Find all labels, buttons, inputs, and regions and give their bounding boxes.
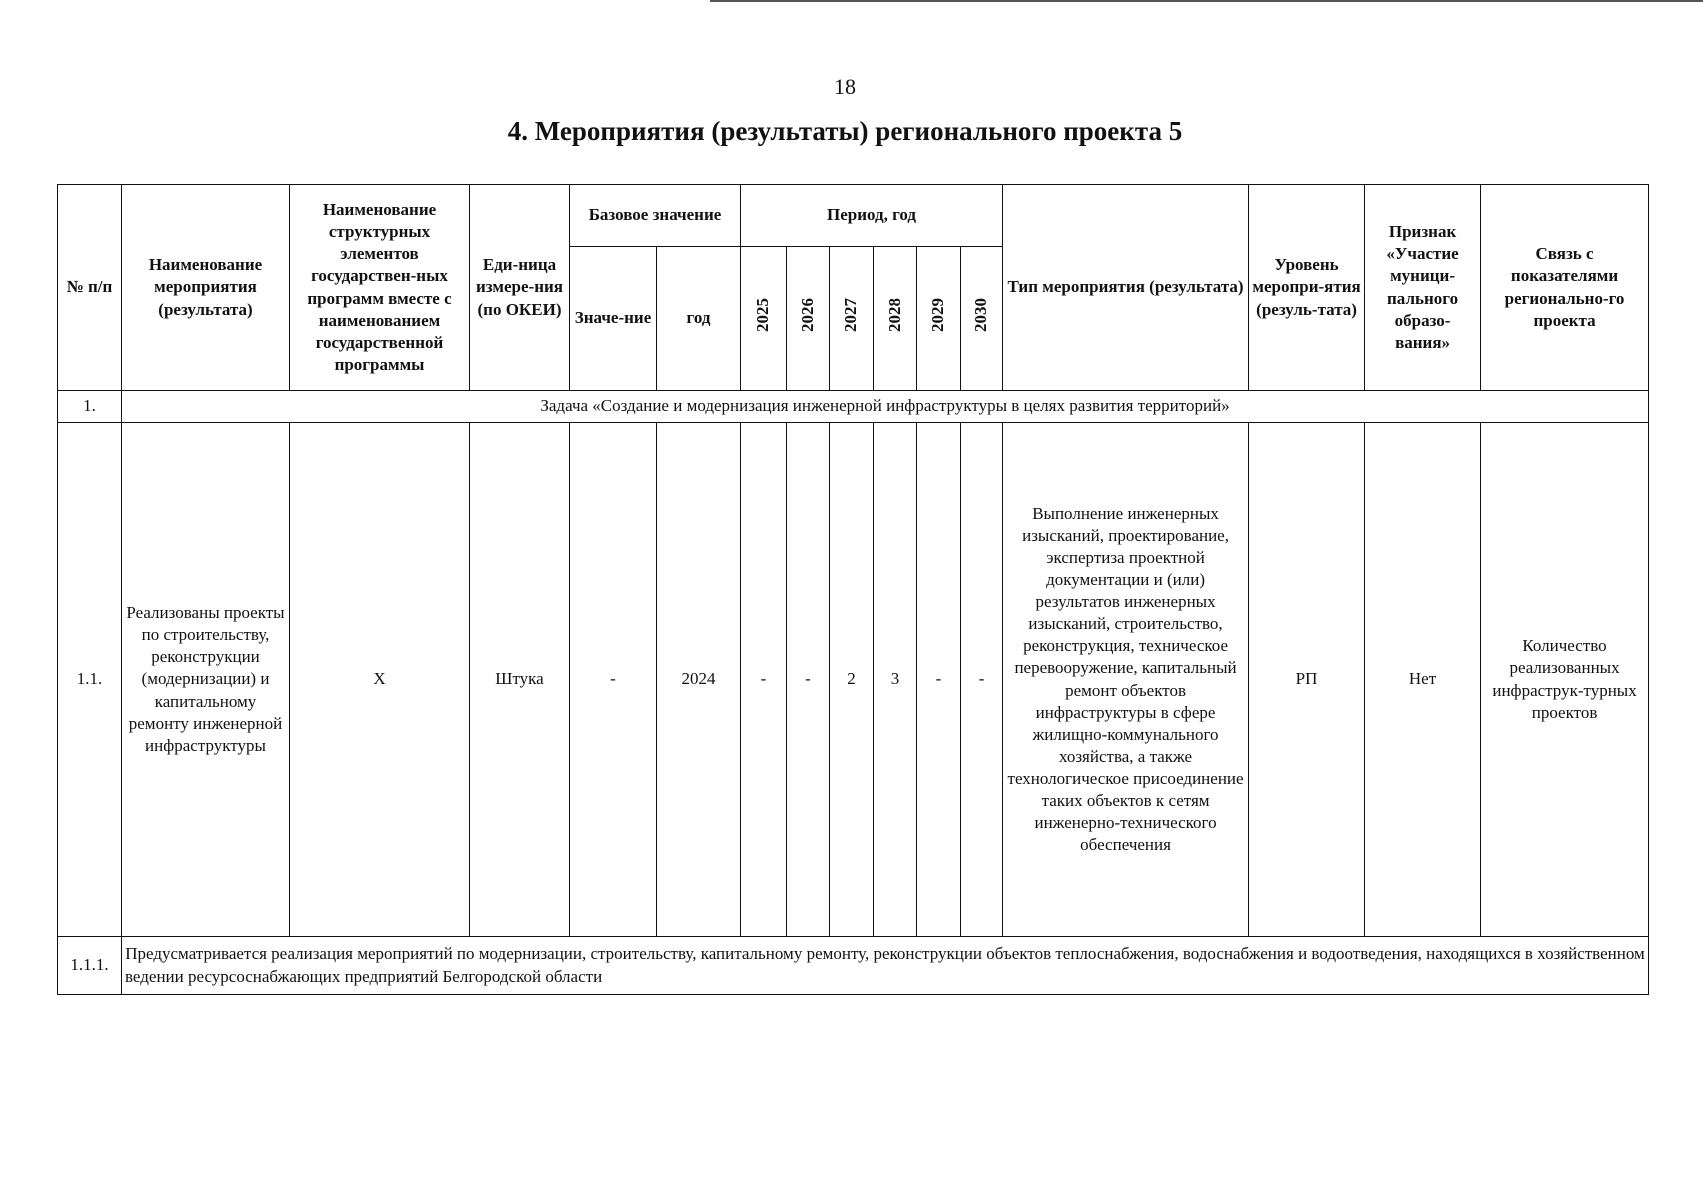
item-value-2029: - bbox=[917, 423, 961, 937]
item-base-value: - bbox=[570, 423, 657, 937]
item-value-2026: - bbox=[787, 423, 830, 937]
item-level: РП bbox=[1249, 423, 1365, 937]
task-text: Задача «Создание и модернизация инженерной инфраструктуры в целях развития территорий» bbox=[122, 391, 1649, 423]
header-year-2027: 2027 bbox=[830, 247, 874, 391]
header-year-2030: 2030 bbox=[961, 247, 1003, 391]
note-text: Предусматривается реализация мероприятий по модернизации, строительству, капитальному ремонту, реконструкции объектов теплоснабжения, водоснабжения и водоотведения, находящихся в хозяйственном ведении ресурсоснабжающих предприятий Белгородской области bbox=[122, 937, 1649, 995]
page-number: 18 bbox=[834, 74, 856, 99]
header-year-2025: 2025 bbox=[741, 247, 787, 391]
task-row bbox=[58, 391, 1649, 423]
results-table bbox=[57, 184, 1649, 995]
note-row bbox=[58, 937, 1649, 995]
header-year-2028: 2028 bbox=[874, 247, 917, 391]
item-base-year: 2024 bbox=[657, 423, 741, 937]
item-value-2030: - bbox=[961, 423, 1003, 937]
item-value-2028: 3 bbox=[874, 423, 917, 937]
header-structural: Наименование структурных элементов государствен-ных программ вместе с наименованием государственной программы bbox=[290, 185, 470, 391]
header-year-2029: 2029 bbox=[917, 247, 961, 391]
item-value-2025: - bbox=[741, 423, 787, 937]
header-year-2026: 2026 bbox=[787, 247, 830, 391]
header-level: Уровень меропри-ятия (резуль-тата) bbox=[1249, 185, 1365, 391]
header-type: Тип мероприятия (результата) bbox=[1003, 185, 1249, 391]
header-base-value: Значе-ние bbox=[570, 247, 657, 391]
header-link: Связь с показателями регионально-го проекта bbox=[1481, 185, 1649, 391]
header-base: Базовое значение bbox=[570, 185, 741, 247]
item-municipal: Нет bbox=[1365, 423, 1481, 937]
item-name: Реализованы проекты по строительству, реконструкции (модернизации) и капитальному ремонту инженерной инфраструктуры bbox=[122, 423, 290, 937]
page-title: 4. Мероприятия (результаты) регионального проекта 5 bbox=[507, 116, 1183, 146]
header-row-top bbox=[58, 185, 1649, 247]
header-municipal: Признак «Участие муници-пального образо-вания» bbox=[1365, 185, 1481, 391]
header-base-year: год bbox=[657, 247, 741, 391]
item-num: 1.1. bbox=[58, 423, 122, 937]
item-unit: Штука bbox=[470, 423, 570, 937]
header-name: Наименование мероприятия (результата) bbox=[122, 185, 290, 391]
header-num: № п/п bbox=[58, 185, 122, 391]
item-structural: X bbox=[290, 423, 470, 937]
item-type: Выполнение инженерных изысканий, проектирование, экспертиза проектной документации и (или) результатов инженерных изысканий, строительство, реконструкция, техническое перевооружение, капитальный ремонт объектов инфраструктуры в сфере жилищно-коммунального хозяйства, а также технологическое присоединение таких объектов к сетям инженерно-технического обеспечения bbox=[1003, 423, 1249, 937]
top-border-line bbox=[710, 0, 1703, 2]
task-num: 1. bbox=[58, 391, 122, 423]
header-period: Период, год bbox=[741, 185, 1003, 247]
item-row bbox=[58, 423, 1649, 937]
item-link: Количество реализованных инфраструк-турных проектов bbox=[1481, 423, 1649, 937]
note-num: 1.1.1. bbox=[58, 937, 122, 995]
item-value-2027: 2 bbox=[830, 423, 874, 937]
header-unit: Еди-ница измере-ния (по ОКЕИ) bbox=[470, 185, 570, 391]
